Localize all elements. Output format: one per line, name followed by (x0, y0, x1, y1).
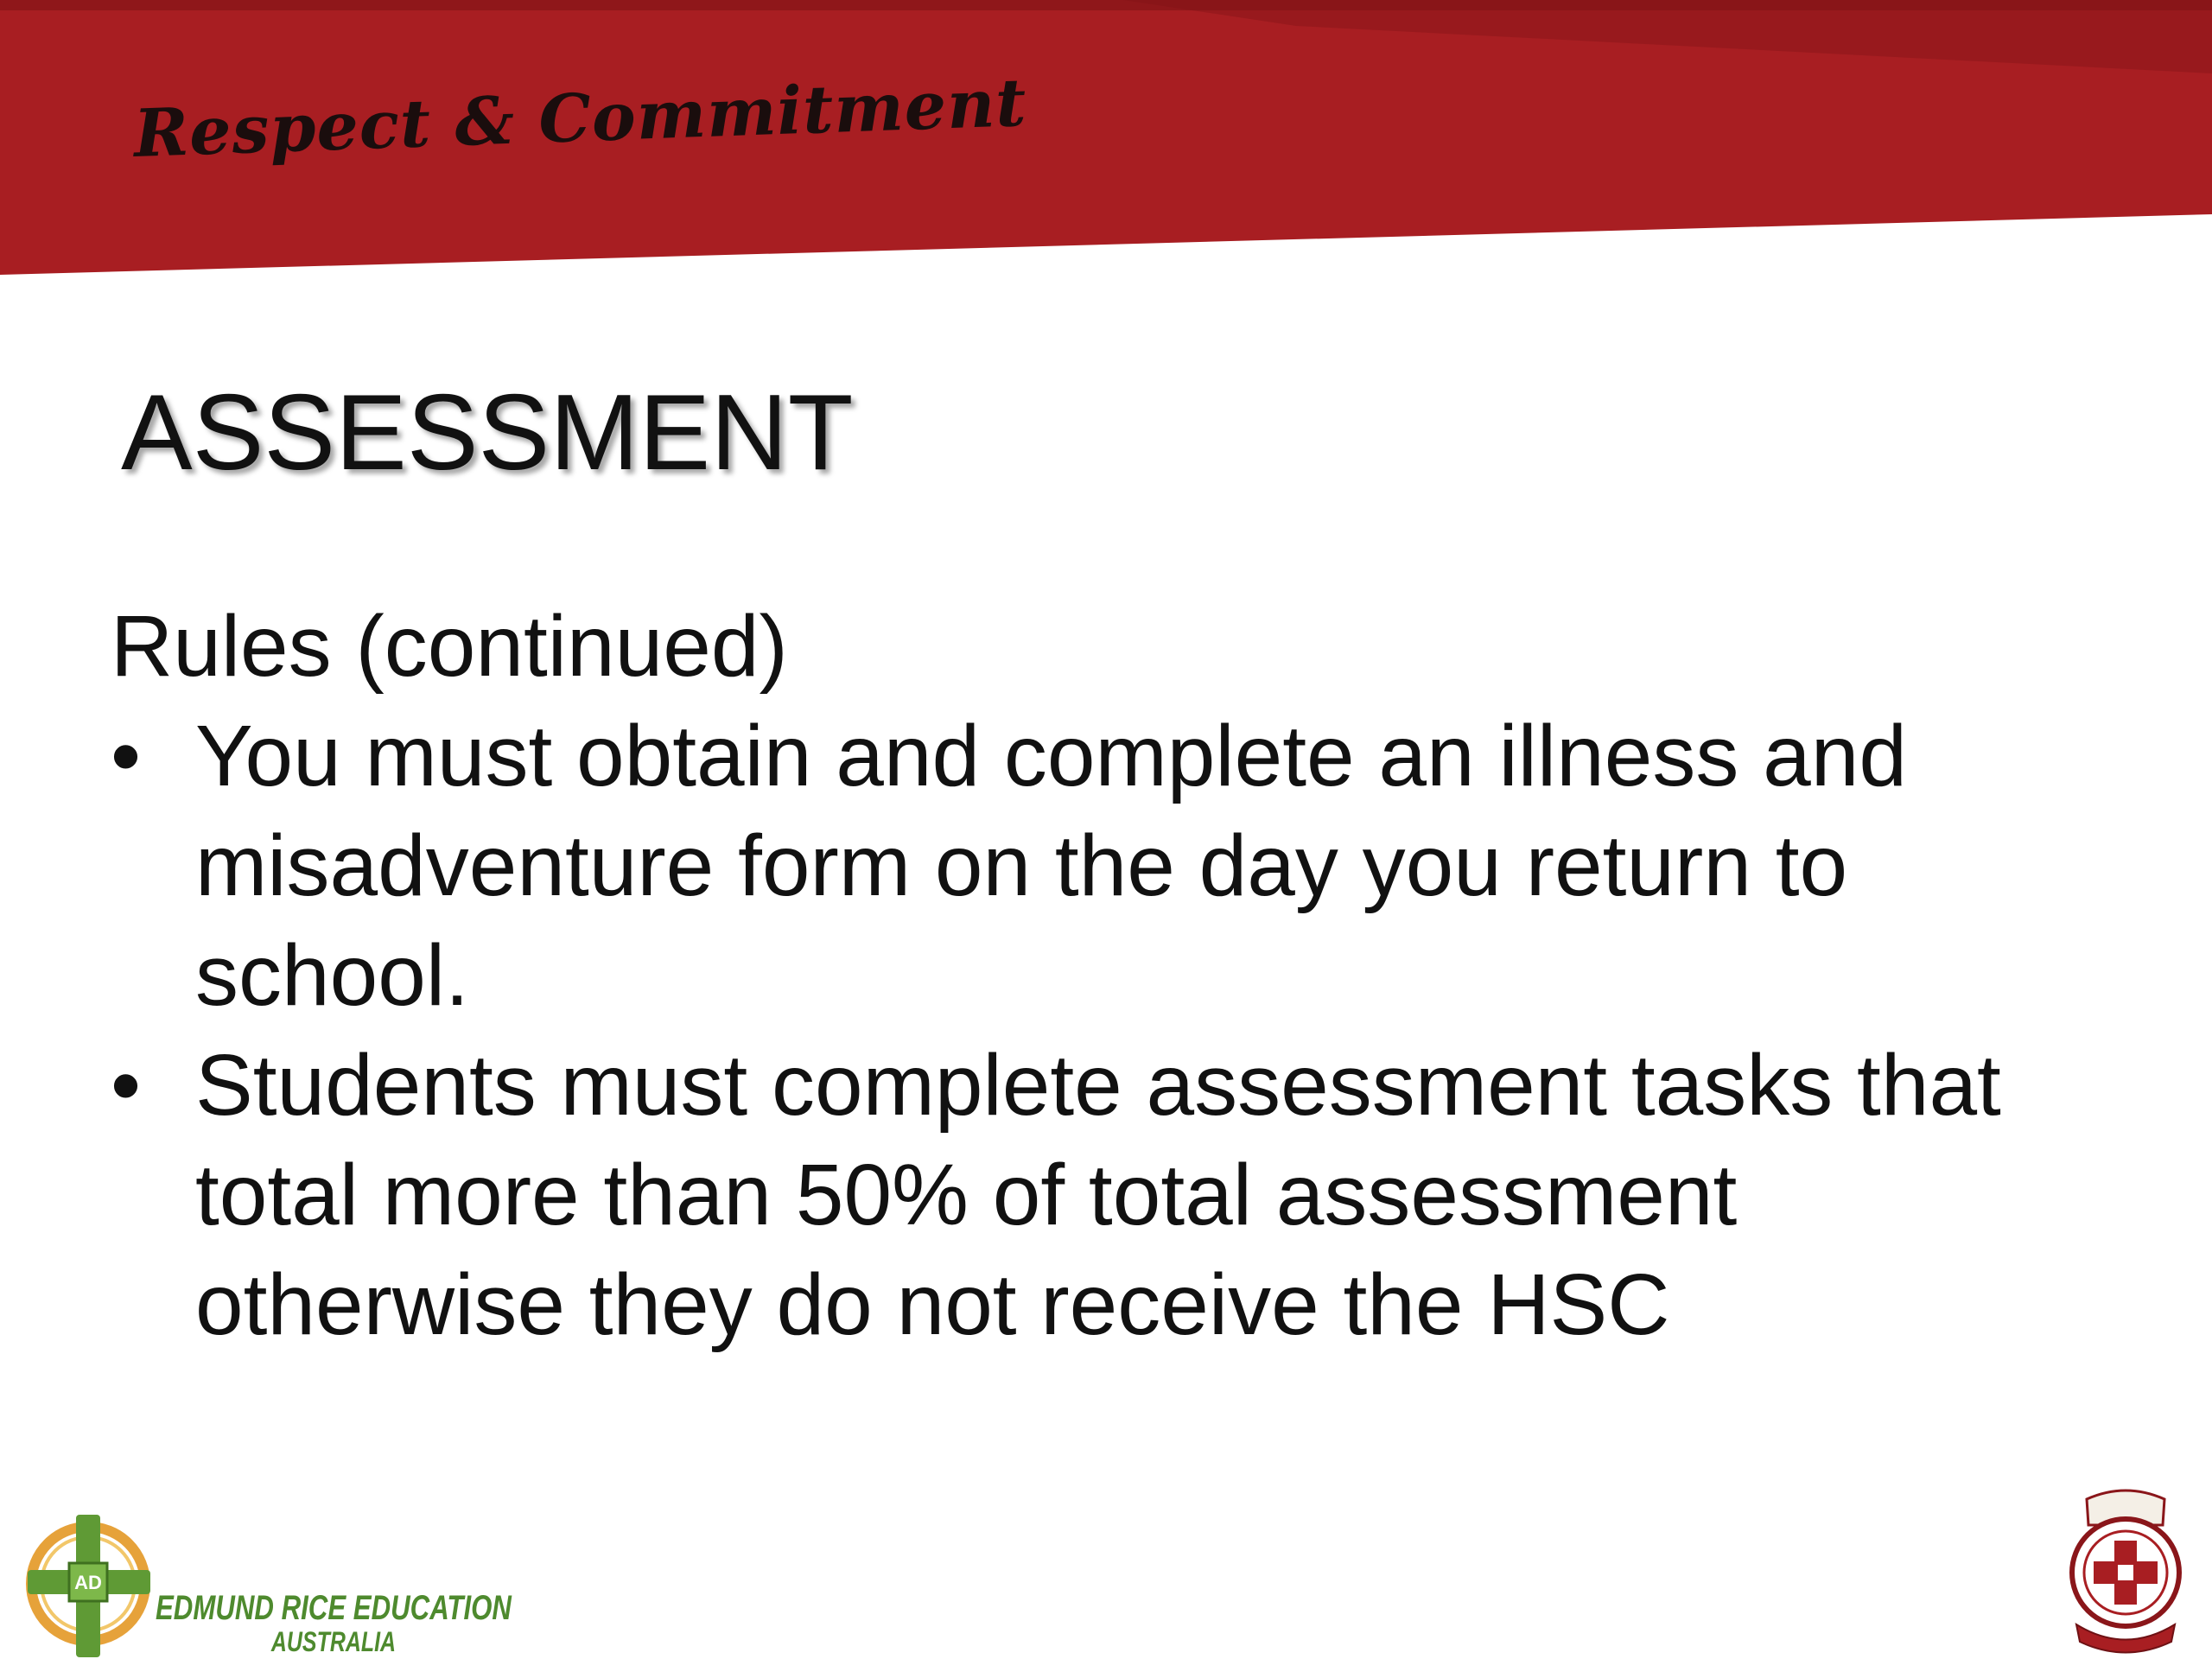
school-crest-emblem-icon (2061, 1482, 2190, 1655)
bullet-icon: • (111, 1037, 142, 1134)
page-title: ASSESSMENT (121, 373, 854, 493)
bullet-text: Students must complete assessment tasks that total more than 50% of total assessment otherwise they do not receive the HSC (195, 1037, 2001, 1353)
rules-intro: Rules (continued) (111, 598, 788, 695)
list-item (111, 702, 2081, 1031)
svg-text:AD: AD (74, 1572, 102, 1593)
header-motto: Respect & Commitment (132, 63, 1028, 172)
bullet-text: You must obtain and complete an illness and misadventure form on the day you return to school. (195, 708, 1907, 1024)
rules-list (111, 702, 2081, 1360)
bullet-icon: • (111, 708, 142, 804)
erea-country: AUSTRALIA (270, 1626, 397, 1657)
slide-body (111, 592, 2081, 1360)
erea-name: EDMUND RICE EDUCATION (156, 1589, 512, 1627)
erea-logo (9, 1508, 512, 1659)
erea-wordmark (156, 1590, 512, 1657)
list-item (111, 1031, 2081, 1360)
erea-cross-emblem-icon (9, 1508, 164, 1659)
